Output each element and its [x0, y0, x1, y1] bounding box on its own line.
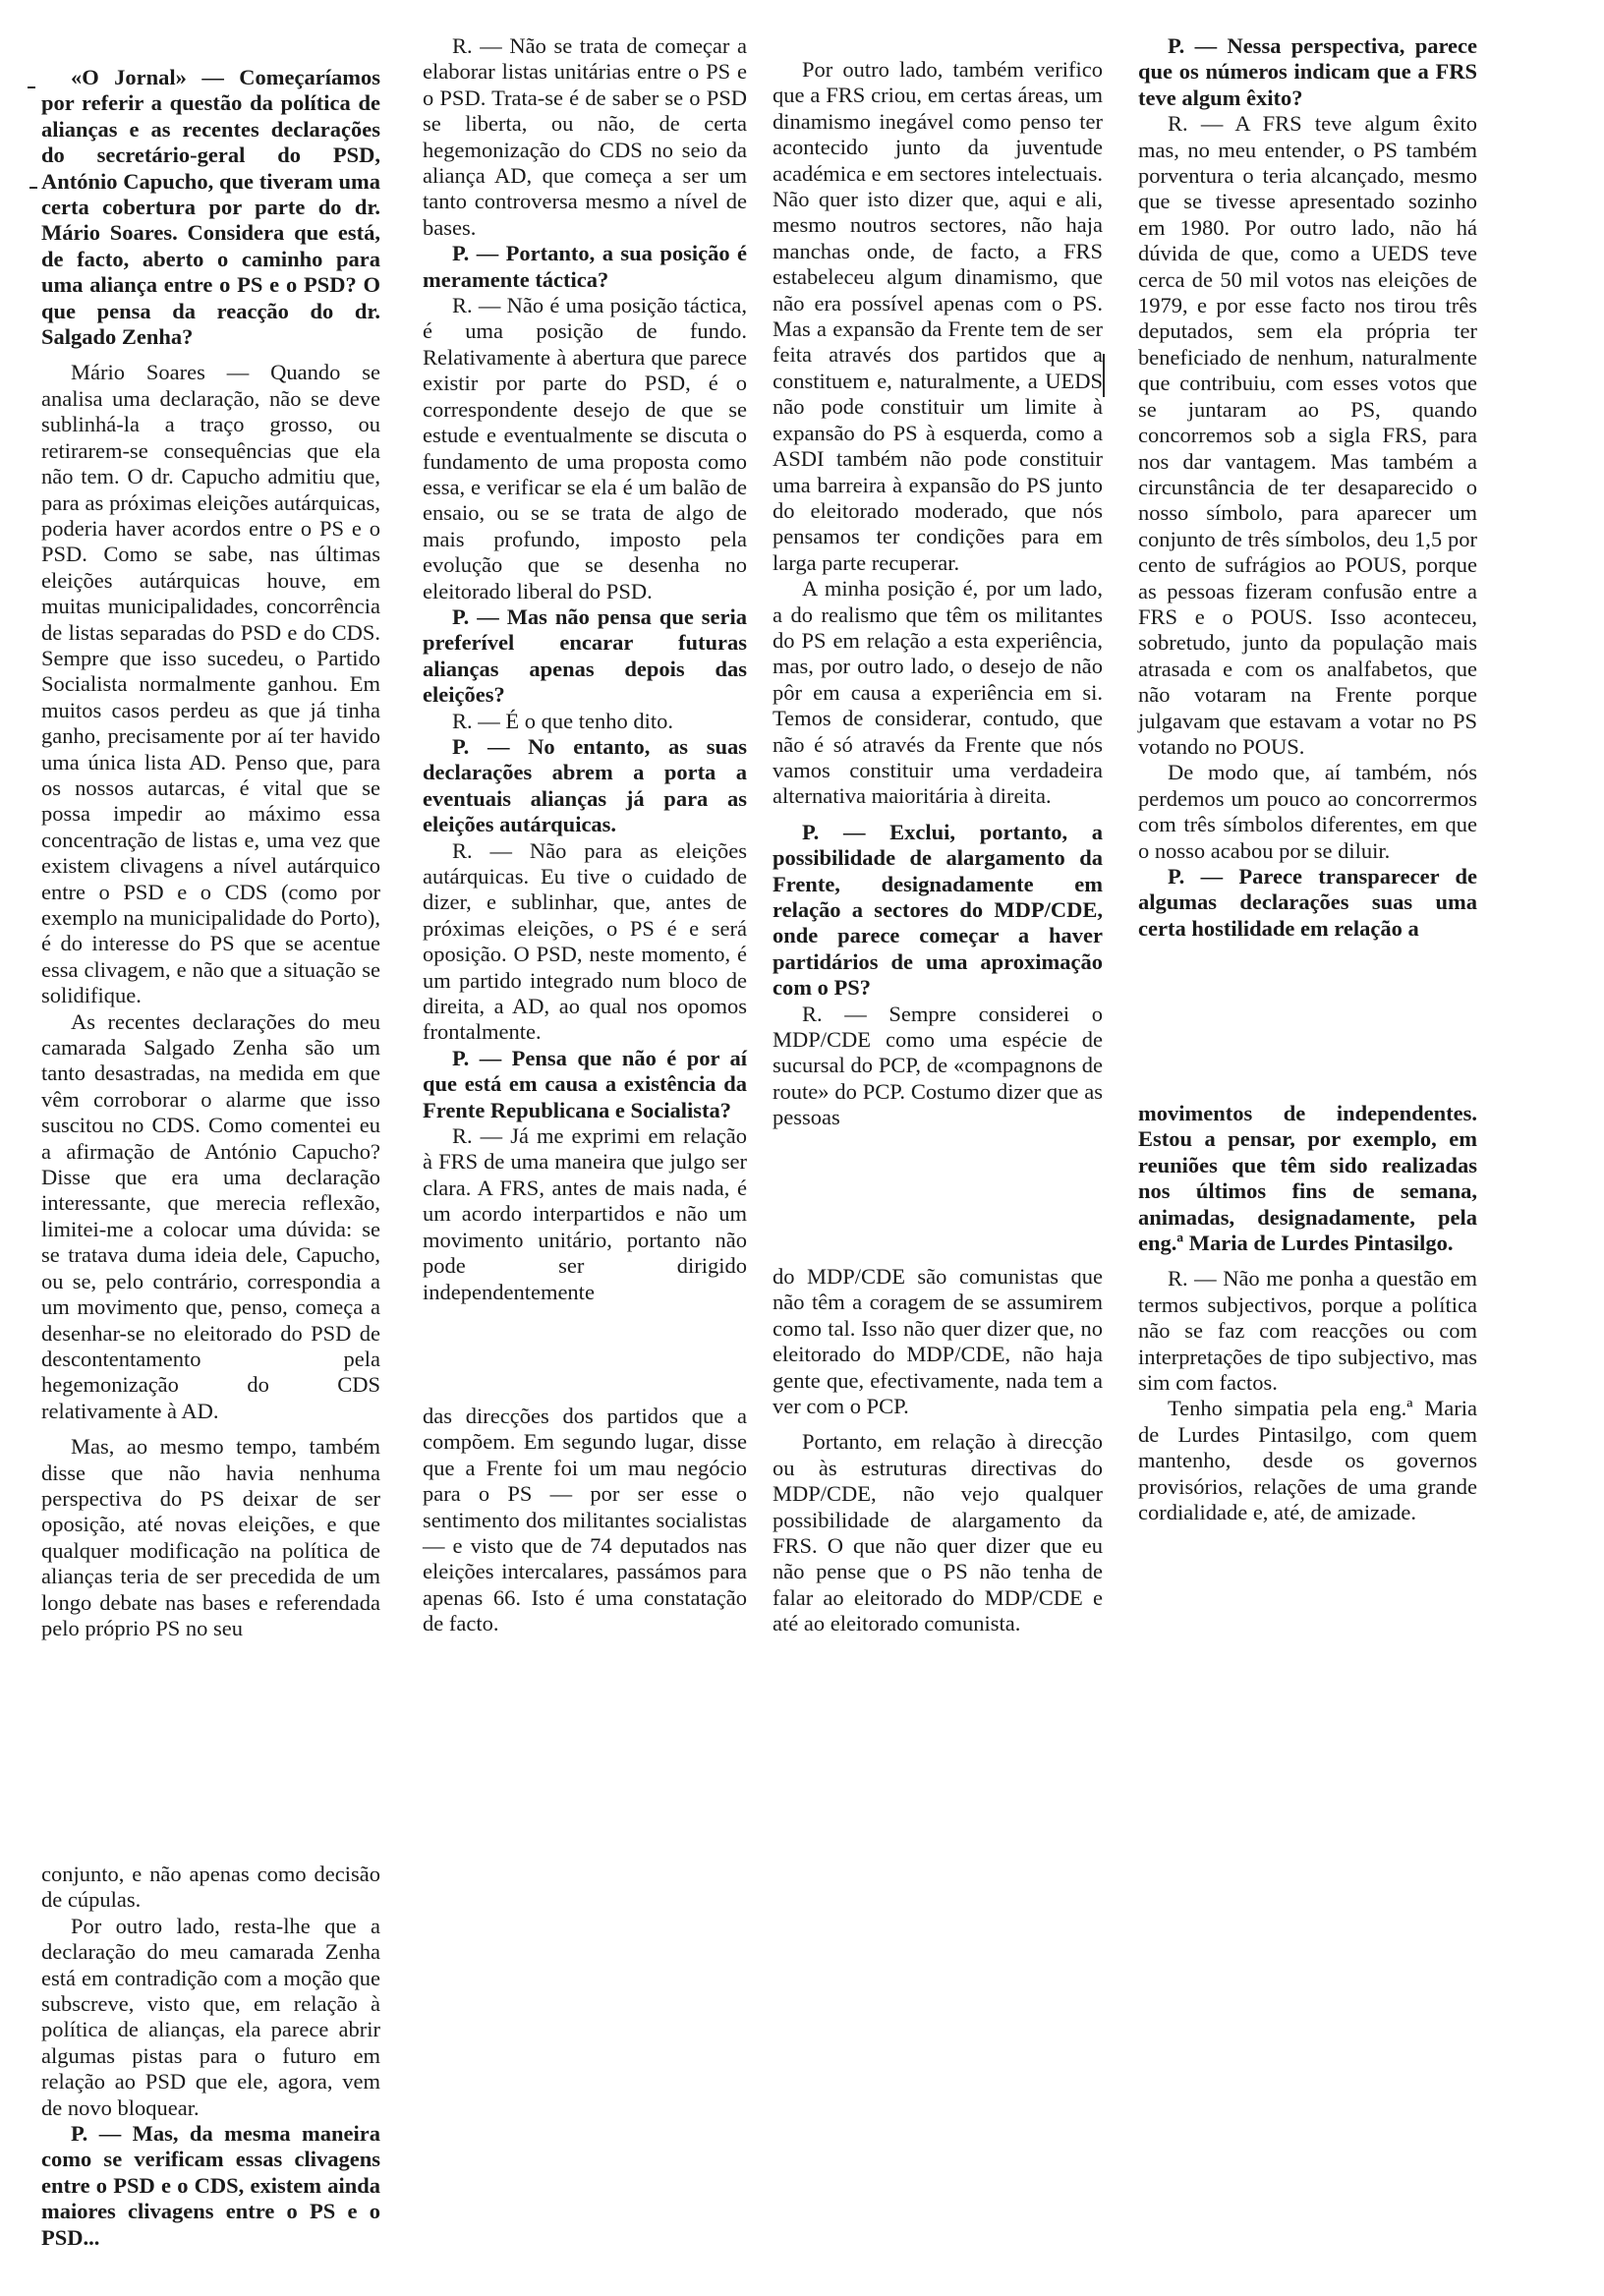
text-paragraph: As recentes declarações do meu camarada Salgado Zenha são um tanto desastradas, na medida em que vêm corroborar o alarme que isso suscitou no CDS. Como comentei eu a afirmação de António Capucho? Disse que era uma declaração interessante, que merecia reflexão, limitei-me a colocar uma dúvida: se se tratava duma ideia dele, Capucho, ou se, pelo contrário, correspondia a um movimento que, penso, começa a desenhar-se no eleitorado do PSD de descontentamento pela hegemonização do CDS relativamente à AD.: [41, 1008, 380, 1423]
text-paragraph: A minha posição é, por um lado, a do realismo que têm os militantes do PS em relação a esta experiência, mas, por outro lado, o desejo de não pôr em causa a experiência em si. Temos de considerar, contudo, que não é só através da Frente que nós vamos constituir uma verdadeira alternativa maioritária à direita.: [773, 576, 1103, 809]
col1-bottom: [41, 1862, 380, 2251]
text-paragraph: conjunto, e não apenas como decisão de cúpulas.: [41, 1862, 380, 1913]
col2-top: [423, 33, 747, 1305]
text-paragraph: De modo que, aí também, nós perdemos um pouco ao concorrermos com três símbolos diferentes, em que o nosso acabou por se diluir.: [1138, 760, 1477, 863]
question-paragraph: P. — No entanto, as suas declarações abrem a porta a eventuais alianças já para as eleições autárquicas.: [423, 733, 747, 837]
text-paragraph: Tenho simpatia pela eng.ª Maria de Lurdes Pintasilgo, com quem mantenho, desde os governos provisórios, relações de uma grande cordialidade e, até, de amizade.: [1138, 1396, 1477, 1525]
question-paragraph: «O Jornal» — Começaríamos por referir a questão da política de alianças e as recentes declarações do secretário-geral do PSD, António Capucho, que tiveram uma certa cobertura por parte do dr. Mário Soares. Considera que está, de facto, aberto o caminho para uma aliança entre o PS e o PSD? O que pensa da reacção do dr. Salgado Zenha?: [41, 65, 380, 350]
scan-rule: [1103, 354, 1105, 397]
question-paragraph: P. — Parece transparecer de algumas declarações suas uma certa hostilidade em relação a: [1138, 864, 1477, 941]
text-paragraph: R. — Não me ponha a questão em termos subjectivos, porque a política não se faz com reacções ou com interpretações de tipo subjectivo, mas sim com factos.: [1138, 1266, 1477, 1396]
text-paragraph: do MDP/CDE são comunistas que não têm a coragem de se assumirem como tal. Isso não quer dizer que, no eleitorado do MDP/CDE, não haja gente que, efectivamente, nada tem a ver com o PCP.: [773, 1264, 1103, 1419]
col2-bottom: [423, 1404, 747, 1637]
col3-bottom: [773, 1264, 1103, 1637]
question-paragraph: P. — Exclui, portanto, a possibilidade de alargamento da Frente, designadamente em relação a sectores do MDP/CDE, onde parece começar a haver partidários de uma aproximação com o PS?: [773, 819, 1103, 1001]
question-paragraph: P. — Mas não pensa que seria preferível encarar futuras alianças apenas depois das eleições?: [423, 603, 747, 708]
col1-top: [41, 65, 380, 1641]
text-paragraph: Por outro lado, resta-lhe que a declaração do meu camarada Zenha está em contradição com a moção que subscreve, visto que, em relação à política de alianças, ela parece abrir algumas pistas para o futuro em relação ao PSD que ele, agora, vem de novo bloquear.: [41, 1913, 380, 2120]
col4-bottom: [1138, 1101, 1477, 1526]
scan-mark: [28, 86, 35, 88]
text-paragraph: Por outro lado, também verifico que a FRS criou, em certas áreas, um dinamismo inegável como penso ter acontecido junto da juventude académica e em sectores intelectuais. Não quer isto dizer que, aqui e ali, mesmo noutros sectores, não haja manchas onde, de facto, a FRS estabeleceu algum dinamismo, que não era possível apenas com o PS. Mas a expansão da Frente tem de ser feita através dos partidos que a constituem e, naturalmente, a UEDS não pode constituir um limite à expansão do PS à esquerda, como a ASDI também não pode constituir uma barreira à expansão do PS junto do eleitorado moderado, que nós pensamos ter condições para em larga parte recuperar.: [773, 57, 1103, 575]
text-paragraph: Portanto, em relação à direcção ou às estruturas directivas do MDP/CDE, não vejo qualquer possibilidade de alargamento da FRS. O que não quer dizer que eu não pense que o PS não tenha de falar ao eleitorado do MDP/CDE e até ao eleitorado comunista.: [773, 1429, 1103, 1636]
text-paragraph: R. — É o que tenho dito.: [452, 708, 673, 733]
text-paragraph: das direcções dos partidos que a compõem. Em segundo lugar, disse que a Frente foi um mau negócio para o PS — por ser esse o sentimento dos militantes socialistas — e visto que de 74 deputados nas eleições intercalares, passámos para apenas 66. Isto é uma constatação de facto.: [423, 1404, 747, 1636]
text-paragraph: Mas, ao mesmo tempo, também disse que não havia nenhuma perspectiva do PS deixar de ser oposição, até novas eleições, e que qualquer modificação na política de alianças teria de ser precedida de um longo debate nas bases e referendada pelo próprio PS no seu: [41, 1434, 380, 1640]
question-paragraph: P. — Pensa que não é por aí que está em causa a existência da Frente Republicana e Socialista?: [423, 1045, 747, 1122]
col3-top: [773, 57, 1103, 1131]
text-paragraph: Mário Soares — Quando se analisa uma declaração, não se deve sublinhá-la a traço grosso, ou retirarem-se consequências que ela não tem. O dr. Capucho admitiu que, para as próximas eleições autárquicas, poderia haver acordos entre o PS e o PSD. Como se sabe, nas últimas eleições autárquicas houve, em muitas municipalidades, concorrência de listas separadas do PSD e do CDS. Sempre que isso sucedeu, o Partido Socialista normalmente ganhou. Em muitos casos perdeu as que já tinha ganho, precisamente por aí ter havido uma única lista AD. Penso que, para os nossos autarcas, é vital que se possa impedir ao máximo essa concentração de listas e, uma vez que existem clivagens a nível autárquico entre o PSD e o CDS (como por exemplo na municipalidade do Porto), é do interesse do PS que se acentue essa clivagem, e não que a situação se solidifique.: [41, 360, 380, 1008]
scan-mark: [29, 187, 37, 189]
text-paragraph: R. — A FRS teve algum êxito mas, no meu entender, o PS também porventura o teria alcançado, mesmo que se tivesse apresentado sozinho em 1980. Por outro lado, não há dúvida de que, como a UEDS teve cerca de 50 mil votos nas eleições de 1979, e por esse facto nos tirou três deputados, sem ela própria ter beneficiado de nenhum, naturalmente que contribuiu, com esses votos que se juntaram ao PS, quando concorremos sob a sigla FRS, para nos dar vantagem. Mas também a circunstância de ter desaparecido o nosso símbolo, para aparecer um conjunto de três símbolos, deu 1,5 por cento de sufrágios ao POUS, porque as pessoas fizeram confusão entre a FRS e o POUS. Isso aconteceu, sobretudo, junto da população mais atrasada e com os analfabetos, que não votaram na Frente porque julgavam que estavam a votar no PS votando no POUS.: [1138, 111, 1477, 759]
col4-top: [1138, 33, 1477, 942]
question-paragraph: P. — Portanto, a sua posição é meramente táctica?: [423, 241, 747, 292]
question-paragraph: P. — Nessa perspectiva, parece que os números indicam que a FRS teve algum êxito?: [1138, 33, 1477, 110]
text-paragraph: R. — Já me exprimi em relação à FRS de uma maneira que julgo ser clara. A FRS, antes de mais nada, é um acordo interpartidos e não um movimento unitário, portanto não pode ser dirigido independentemente: [423, 1123, 747, 1304]
question-paragraph: movimentos de independentes. Estou a pensar, por exemplo, em reuniões que têm sido realizadas nos últimos fins de semana, animadas, designadamente, pela eng.ª Maria de Lurdes Pintasilgo.: [1138, 1101, 1477, 1256]
text-paragraph: R. — Não para as eleições autárquicas. Eu tive o cuidado de dizer, e sublinhar, que, antes de próximas eleições, o PS é e será oposição. O PSD, neste momento, é um partido integrado num bloco de direita, a AD, ao qual nos opomos frontalmente.: [423, 837, 747, 1045]
text-paragraph: R. — Não é uma posição táctica, é uma posição de fundo. Relativamente à abertura que parece existir por parte do PSD, é o correspondente desejo de que se estude e eventualmente se discuta o fundamento de uma proposta como essa, e verificar se ela é um balão de ensaio, ou se se trata de algo de mais profundo, imposto pela evolução que se desenha no eleitorado liberal do PSD.: [423, 293, 747, 603]
question-paragraph: P. — Mas, da mesma maneira como se verificam essas clivagens entre o PSD e o CDS, existem ainda maiores clivagens entre o PS e o PSD...: [41, 2121, 380, 2250]
text-paragraph: R. — Não se trata de começar a elaborar listas unitárias entre o PS e o PSD. Trata-se é de saber se o PSD se liberta, ou não, de certa hegemonização do CDS no seio da aliança AD, que começa a ser um tanto controversa mesmo a nível de bases.: [423, 33, 747, 240]
text-paragraph: R. — Sempre considerei o MDP/CDE como uma espécie de sucursal do PCP, de «compagnons de route» do PCP. Costumo dizer que as pessoas: [773, 1001, 1103, 1130]
